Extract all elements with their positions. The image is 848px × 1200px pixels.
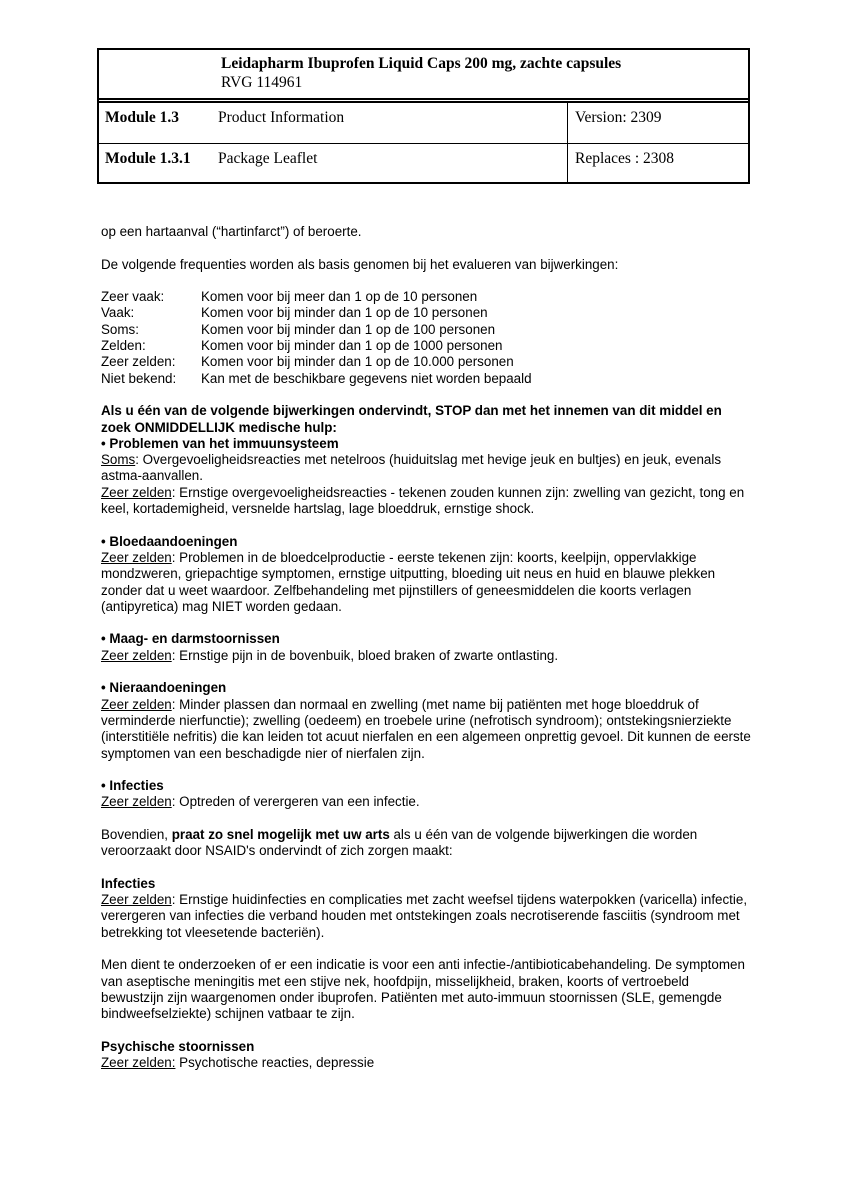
- section-entry: [101, 697, 751, 762]
- section-title: Psychische stoornissen: [101, 1038, 255, 1054]
- section-entry: [101, 550, 751, 615]
- module-row: [99, 103, 748, 144]
- entry-text: : Overgevoeligheidsreacties met netelroos (huiduitslag met hevige jeuk en bultjes) en jeuk, evenals astma-aanvallen.: [101, 452, 722, 484]
- frequency-lead: Zeer zelden: [101, 484, 172, 500]
- frequency-row: [101, 371, 751, 387]
- entry-text: : Ernstige pijn in de bovenbuik, bloed braken of zwarte ontlasting.: [171, 647, 559, 663]
- frequency-row: [101, 338, 751, 354]
- frequency-term: Soms:: [101, 321, 139, 337]
- module-number: Module 1.3.1: [105, 150, 191, 167]
- frequencies-intro: De volgende frequenties worden als basis genomen bij het evalueren van bijwerkingen:: [101, 256, 619, 272]
- module-cell: [99, 103, 567, 143]
- frequency-term: Vaak:: [101, 305, 135, 321]
- section-title: • Infecties: [101, 778, 164, 794]
- frequency-row: [101, 354, 751, 370]
- module-row: [99, 144, 748, 182]
- frequency-term: Zelden:: [101, 338, 146, 354]
- frequency-lead: Zeer zelden: [101, 647, 172, 663]
- entry-text: : Ernstige overgevoeligheidsreacties - tekenen zouden kunnen zijn: zwelling van gezicht, tong en keel, kortademigheid, versnelde hartslag, lage bloeddruk, ernstige shock.: [101, 484, 745, 517]
- frequency-term: Zeer vaak:: [101, 289, 165, 305]
- leaflet-body: [101, 224, 751, 1088]
- section-title: • Nieraandoeningen: [101, 680, 227, 696]
- section-entry: [101, 794, 751, 810]
- section-gastrointestinal: [101, 631, 751, 664]
- frequency-lead: Zeer zelden: [101, 549, 172, 565]
- frequency-row: [101, 322, 751, 338]
- module-number: Module 1.3: [105, 109, 180, 126]
- frequency-lead: Zeer zelden:: [101, 1055, 176, 1071]
- meningitis-paragraph: Men dient te onderzoeken of er een indicatie is voor een anti infectie-/antibioticabehandeling. De symptomen van aseptische meningitis met een stijve nek, hoofdpijn, misselijkheid, braken, koorts of vertroebeld bewustzijn zijn waargenomen onder ibuprofen. Patiënten met auto-immuun stoornissen (SLE, gemengde bindweefselziekte) schijnen vatbaar te zijn.: [101, 957, 745, 1022]
- section-title: • Maag- en darmstoornissen: [101, 631, 280, 647]
- frequency-term: Niet bekend:: [101, 370, 177, 386]
- frequency-lead: Zeer zelden: [101, 892, 172, 908]
- frequency-list: [101, 289, 751, 387]
- frequency-definition: Komen voor bij minder dan 1 op de 100 personen: [201, 321, 496, 337]
- section-entry: [101, 452, 751, 485]
- advice-prefix: Bovendien,: [101, 826, 172, 842]
- section-immune-system: [101, 436, 751, 517]
- frequency-definition: Komen voor bij minder dan 1 op de 10 personen: [201, 305, 488, 321]
- advice-suffix: als u één van de volgende bijwerkingen die worden veroorzaakt door NSAID's ondervindt of zich zorgen maakt:: [101, 826, 698, 859]
- rvg-number: RVG 114961: [221, 74, 303, 91]
- document-header-table: [97, 48, 750, 184]
- entry-text: : Problemen in de bloedcelproductie - eerste tekenen zijn: koorts, keelpijn, oppervlakkige mondzweren, griepachtige symptomen, ernstige uitputting, bloeding uit neus en huid en blauwe plekken zonder dat u weet waardoor. Zelfbehandeling met pijnstillers of geneesmiddelen die koorts verlagen (antipyretica) mag NIET worden gedaan.: [101, 549, 716, 614]
- section-infections: [101, 876, 751, 941]
- section-psychiatric: [101, 1039, 751, 1072]
- section-kidney-disorders: [101, 680, 751, 761]
- stop-warning: Als u één van de volgende bijwerkingen ondervindt, STOP dan met het innemen van dit middel en zoek ONMIDDELLIJK medische hulp:: [101, 403, 722, 435]
- entry-text: : Optreden of verergeren van een infectie.: [171, 794, 420, 810]
- header-row: [99, 50, 748, 103]
- frequency-definition: Komen voor bij minder dan 1 op de 1000 personen: [201, 338, 503, 354]
- section-entry: [101, 485, 751, 518]
- section-entry: [101, 648, 751, 664]
- frequency-row: [101, 305, 751, 321]
- entry-text: : Minder plassen dan normaal en zwelling (met name bij patiënten met hoge bloeddruk of verminderde nierfunctie); zwelling (oedeem) en troebele urine (nefrotisch syndroom); ontstekingsnierziekte (interstitiële nefritis) die kan leiden tot acuut nierfalen en een algemeen onprettig gevoel. Dit kunnen de eerste symptomen van een beschadigde nier of nierfalen zijn.: [101, 696, 751, 761]
- module-name: Product Information: [218, 109, 345, 126]
- product-title: Leidapharm Ibuprofen Liquid Caps 200 mg, zachte capsules: [221, 55, 622, 72]
- advice-bold: praat zo snel mogelijk met uw arts: [171, 826, 390, 842]
- frequency-lead: Soms: [101, 452, 136, 468]
- module-cell: [99, 144, 567, 182]
- intro-line: op een hartaanval (“hartinfarct”) of beroerte.: [101, 224, 362, 239]
- section-infections-bullet: [101, 778, 751, 811]
- advice-paragraph: [101, 827, 751, 860]
- frequency-definition: Komen voor bij minder dan 1 op de 10.000 personen: [201, 354, 514, 370]
- frequency-lead: Zeer zelden: [101, 696, 172, 712]
- frequency-lead: Zeer zelden: [101, 794, 172, 810]
- section-entry: [101, 1055, 751, 1071]
- entry-text: : Ernstige huidinfecties en complicaties met zacht weefsel tijdens waterpokken (varicella) infectie, verergeren van infecties die verband houden met ontstekingen zoals necrotiserende fasciitis (syndroom met betrekking tot vleesetende bacteriën).: [101, 892, 748, 940]
- version-cell: Version: 2309: [567, 103, 748, 143]
- section-title: • Bloedaandoeningen: [101, 533, 238, 549]
- frequency-term: Zeer zelden:: [101, 354, 176, 370]
- replaces-cell: Replaces : 2308: [567, 144, 748, 182]
- module-name: Package Leaflet: [218, 150, 318, 167]
- section-title: Infecties: [101, 875, 156, 891]
- section-title: • Problemen van het immuunsysteem: [101, 435, 339, 451]
- frequency-definition: Komen voor bij meer dan 1 op de 10 personen: [201, 289, 478, 305]
- frequency-row: [101, 289, 751, 305]
- entry-text: Psychotische reacties, depressie: [175, 1055, 375, 1071]
- section-blood-disorders: [101, 534, 751, 615]
- frequency-definition: Kan met de beschikbare gegevens niet worden bepaald: [201, 370, 532, 386]
- section-entry: [101, 892, 751, 941]
